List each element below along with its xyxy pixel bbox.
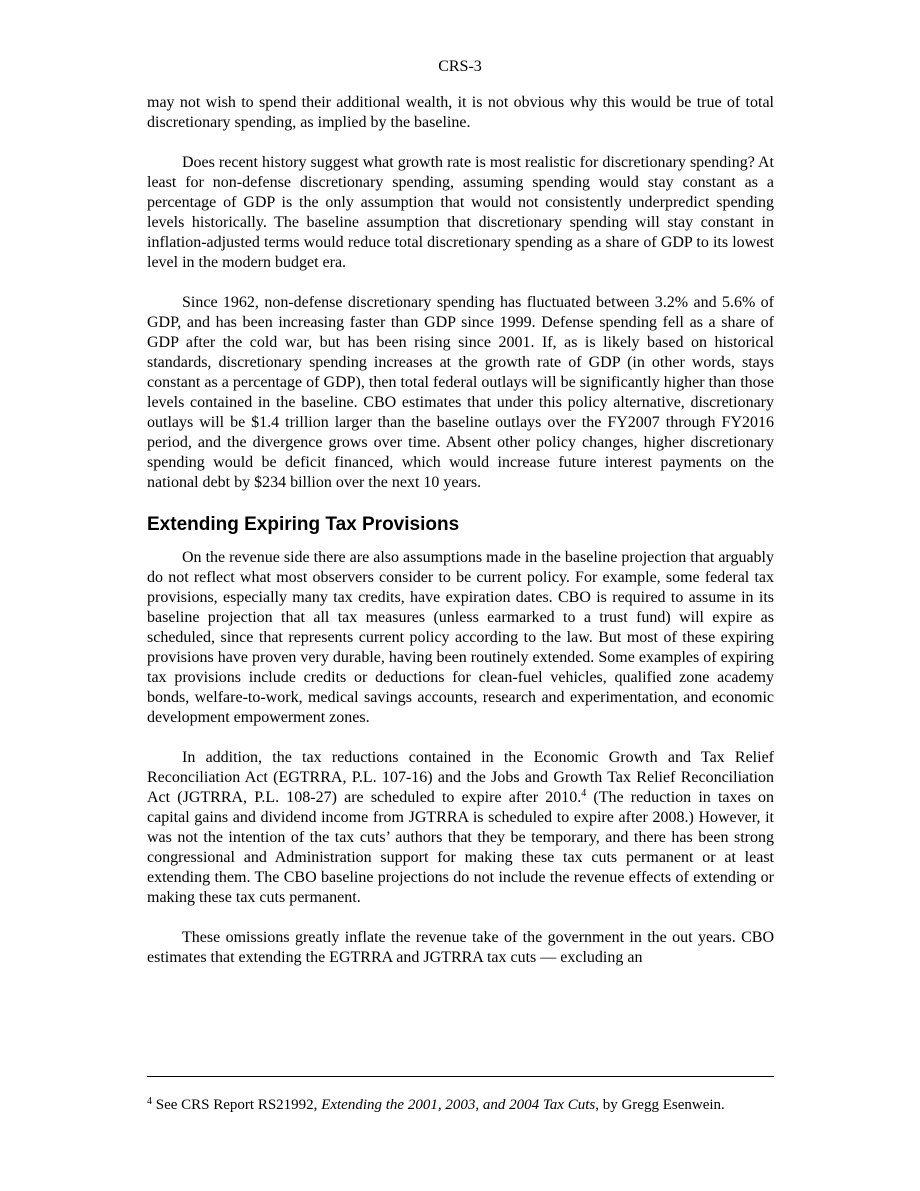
paragraph-tax-reductions bbox=[147, 748, 774, 908]
footnote-divider bbox=[147, 1076, 774, 1077]
footnote-prefix: See CRS Report RS21992, bbox=[152, 1097, 322, 1113]
footnote-number: 4 bbox=[147, 1096, 152, 1107]
footnote bbox=[147, 1095, 774, 1115]
footnote-suffix: , by Gregg Esenwein. bbox=[595, 1097, 725, 1113]
footnote-reference[interactable]: 4 bbox=[581, 788, 587, 799]
paragraph-growth-rate: Does recent history suggest what growth rate is most realistic for discretionary spending? At least for non-defense discretionary spending, assuming spending would stay constant as a percentage of GDP is the only assumption that would not consistently underpredict spending levels historically. The baseline assumption that discretionary spending will stay constant in inflation-adjusted terms would reduce total discretionary spending as a share of GDP to its lowest level in the modern budget era. bbox=[147, 154, 774, 271]
paragraph-continuation: may not wish to spend their additional wealth, it is not obvious why this would be true of total discretionary spending, as implied by the baseline. bbox=[147, 94, 774, 131]
paragraph-text: (The reduction in taxes on capital gains and dividend income from JGTRRA is scheduled to expire after 2008.) However, it was not the intention of the tax cuts’ authors that they be temporary, and there has been strong congressional and Administration support for making these tax cuts permanent or at least extending them. The CBO baseline projections do not include the revenue effects of extending or making these tax cuts permanent. bbox=[147, 789, 774, 906]
paragraph-omissions: These omissions greatly inflate the revenue take of the government in the out years. CBO estimates that extending the EGTRRA and JGTRRA tax cuts — excluding an bbox=[147, 929, 774, 966]
paragraph-historical-spending: Since 1962, non-defense discretionary spending has fluctuated between 3.2% and 5.6% of GDP, and has been increasing faster than GDP since 1999. Defense spending fell as a share of GDP after the cold war, but has been rising since 2001. If, as is likely based on historical standards, discretionary spending increases at the growth rate of GDP (in other words, stays constant as a percentage of GDP), then total federal outlays will be significantly higher than those levels contained in the baseline. CBO estimates that under this policy alternative, discretionary outlays will be $1.4 trillion larger than the baseline outlays over the FY2007 through FY2016 period, and the divergence grows over time. Absent other policy changes, higher discretionary spending would be deficit financed, which would increase future interest payments on the national debt by $234 billion over the next 10 years. bbox=[147, 294, 774, 491]
paragraph-revenue-assumptions: On the revenue side there are also assumptions made in the baseline projection that arguably do not reflect what most observers consider to be current policy. For example, some federal tax provisions, especially many tax credits, have expiration dates. CBO is required to assume in its baseline projection that all tax measures (unless earmarked to a trust fund) will expire as scheduled, since that represents current policy according to the law. But most of these expiring provisions have proven very durable, having been routinely extended. Some examples of expiring tax provisions include credits or deductions for clean-fuel vehicles, qualified zone academy bonds, welfare-to-work, medical savings accounts, research and experimentation, and economic development empowerment zones. bbox=[147, 549, 774, 726]
body-text bbox=[147, 93, 774, 988]
page-number-header: CRS-3 bbox=[438, 58, 482, 75]
paragraph-text: In addition, the tax reductions contained in the Economic Growth and Tax Relief Reconciliation Act (EGTRRA, P.L. 107-16) and the Jobs and Growth Tax Relief Reconciliation Act (JGTRRA, P.L. 108-27) are scheduled to expire after 2010. bbox=[147, 749, 774, 806]
footnote-report-title: Extending the 2001, 2003, and 2004 Tax Cuts bbox=[321, 1097, 596, 1113]
section-heading: Extending Expiring Tax Provisions bbox=[147, 514, 460, 535]
